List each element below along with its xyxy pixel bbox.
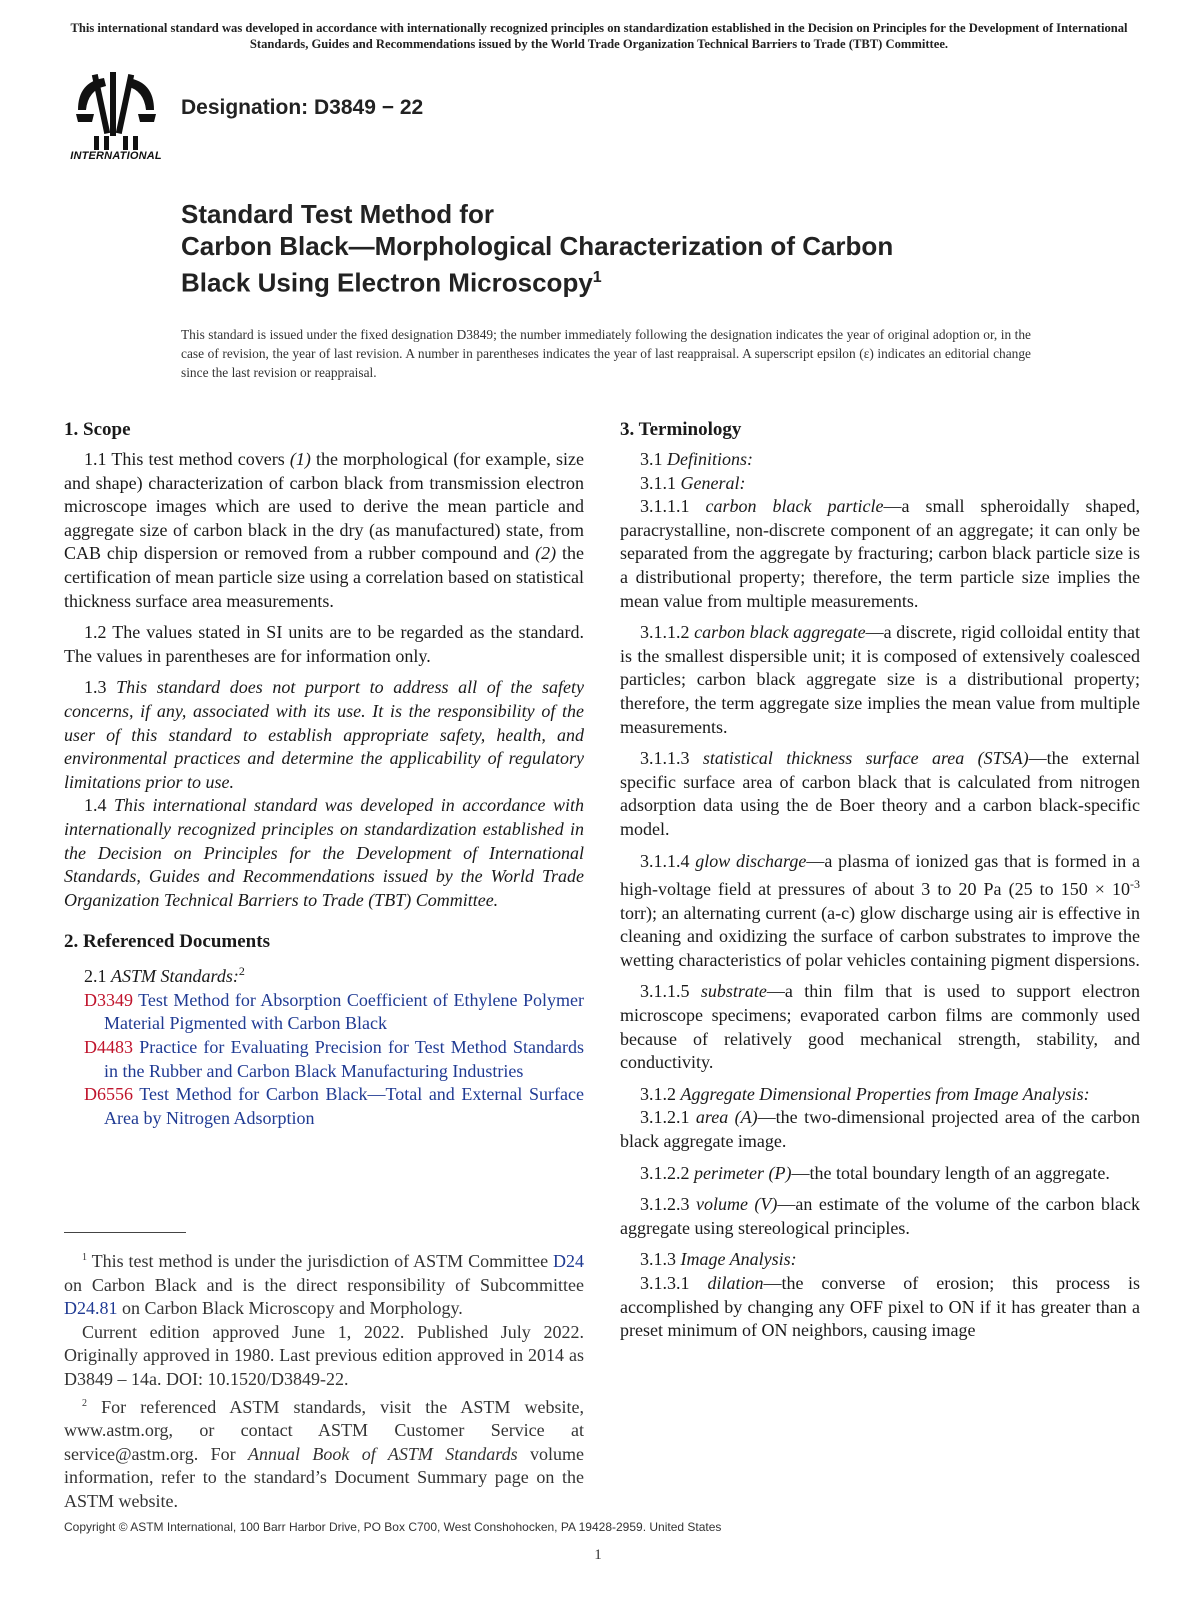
referenced-documents-heading: 2. Referenced Documents	[64, 931, 270, 953]
reference-d6556[interactable]	[84, 1083, 584, 1130]
def-3-1-2-2: 3.1.2.2 perimeter (P)—the total boundary length of an aggregate.	[640, 1162, 1110, 1183]
page-number: 1	[594, 1547, 602, 1563]
right-column	[620, 418, 1140, 1351]
astm-international-logo	[64, 70, 168, 166]
document-title	[181, 198, 1081, 299]
ref-title-link[interactable]: Test Method for Absorption Coefficient of Ethylene Polymer Material Pigmented with Carbon Black	[104, 989, 584, 1034]
def-3-1-1-4: 3.1.1.4 glow discharge—a plasma of ionized gas that is formed in a high-voltage field at pressures of about 3 to 20 Pa (25 to $150 \times 10^{-3}$ torr); an alternating current (a-c) glow discharge using air is effective in cleaning and oxidizing the surface of carbon substrates to improve the wetting characteristics of polar vehicles containing pigment dispersions.	[620, 850, 1140, 970]
copyright-notice: Copyright © ASTM International, 100 Barr Harbor Drive, PO Box C700, West Conshohocken, PA 19428-2959. United States	[64, 1520, 722, 1534]
footnote-1-edition: Current edition approved June 1, 2022. Published July 2022. Originally approved in 1980. Last previous edition approved in 2014 as D3849 – 14a. DOI: 10.1520/D3849-22.	[64, 1321, 584, 1389]
def-3-1-3: 3.1.3 Image Analysis:	[640, 1249, 797, 1270]
para-1-2: 1.2 The values stated in SI units are to be regarded as the standard. The values in parentheses are for information only.	[64, 622, 584, 666]
def-3-1-1-5: 3.1.1.5 substrate—a thin film that is used to support electron microscope specimens; evaporated carbon films are commonly used because of relatively good mechanical strength, stability, and conductivity.	[620, 981, 1141, 1073]
ref-code-link[interactable]: D6556	[84, 1084, 133, 1105]
title-line-3: Black Using Electron Microscopy$^1$	[181, 267, 602, 298]
footnotes	[64, 1246, 584, 1514]
committee-d24-link[interactable]: D24	[553, 1251, 584, 1271]
def-3-1-1-2: 3.1.1.2 carbon black aggregate—a discrete, rigid colloidal entity that is the smallest dispersible unit; it is composed of extensively coalesced particles; carbon black aggregate size is a distributional property; therefore, the term aggregate size implies the mean value from multiple measurements.	[620, 622, 1141, 737]
left-column	[64, 418, 584, 1130]
ref-code-link[interactable]: D4483	[84, 1037, 133, 1058]
para-2-1: 2.1 ASTM Standards:$^2$	[84, 964, 245, 987]
def-3-1: 3.1 Definitions:	[640, 449, 753, 469]
footnote-1: $^1$ This test method is under the jurisdiction of ASTM Committee D24 on Carbon Black and is the direct responsibility of Subcommittee D24.81 on Carbon Black Microscopy and Morphology.	[64, 1251, 584, 1319]
title-line-1: Standard Test Method for	[181, 199, 494, 229]
top-notice: This international standard was developed in accordance with internationally recognized principles on standardization established in the Decision on Principles for the Development of International Standards, Guides and Recommendations issued by the World Trade Organization Technical Barriers to Trade (TBT) Committee.	[70, 21, 1128, 51]
def-3-1-1-3: 3.1.1.3 statistical thickness surface area (STSA)—the external specific surface area of carbon black that is calculated from nitrogen adsorption data using the de Boer theory and a carbon black-specific model.	[620, 748, 1140, 839]
issue-note: This standard is issued under the fixed designation D3849; the number immediately following the designation indicates the year of original adoption or, in the case of revision, the year of last revision. A number in parentheses indicates the year of last reappraisal. A superscript epsilon (ε) indicates an editorial change since the last revision or reappraisal.	[181, 327, 1031, 380]
def-3-1-2-1: 3.1.2.1 area (A)—the two-dimensional projected area of the carbon black aggregate image.	[620, 1107, 1141, 1152]
title-footnote-ref: 1	[592, 269, 602, 286]
para-1-1: 1.1 This test method covers (1) the morphological (for example, size and shape) characterization of carbon black from transmission electron microscope images which are used to derive the mean particle and aggregate size of carbon black in the dry (as manufactured) state, from CAB chip dispersion or removed from a rubber compound and (2) the certification of mean particle size using a correlation based on statistical thickness surface area measurements.	[64, 449, 585, 611]
reference-d4483[interactable]	[84, 1036, 584, 1083]
def-3-1-1: 3.1.1 General:	[640, 472, 746, 493]
def-3-1-2: 3.1.2 Aggregate Dimensional Properties from Image Analysis:	[640, 1083, 1090, 1104]
ref-code-link[interactable]: D3349	[84, 989, 133, 1010]
reference-d3349[interactable]	[84, 989, 584, 1036]
terminology-heading: 3. Terminology	[620, 419, 742, 440]
def-3-1-3-1: 3.1.3.1 dilation—the converse of erosion; this process is accomplished by changing any OFF pixel to ON if it has greater than a preset minimum of ON neighbors, causing image	[620, 1273, 1141, 1341]
scope-heading: 1. Scope	[64, 419, 131, 440]
def-3-1-1-1: 3.1.1.1 carbon black particle—a small spheroidally shaped, paracrystalline, non-discrete component of an aggregate; it can only be separated from the aggregate by fracturing; carbon black particle size is a distributional property; therefore, the term particle size implies the mean value from multiple measurements.	[620, 496, 1141, 611]
para-1-3: 1.3 This standard does not purport to address all of the safety concerns, if any, associated with its use. It is the responsibility of the user of this standard to establish appropriate safety, health, and environmental practices and determine the applicability of regulatory limitations prior to use.	[64, 677, 584, 792]
designation: Designation: D3849 − 22	[181, 96, 424, 119]
title-line-2: Carbon Black—Morphological Characterization of Carbon	[181, 231, 894, 261]
footnote-2: $^2$ For referenced ASTM standards, visit the ASTM website, www.astm.org, or contact ASTM Customer Service at service@astm.org. For Annual Book of ASTM Standards volume information, refer to the standard’s Document Summary page on the ASTM website.	[64, 1396, 584, 1511]
footnote-divider	[64, 1232, 186, 1233]
para-1-4: 1.4 This international standard was developed in accordance with internationally recognized principles on standardization established in the Decision on Principles for the Development of International Standards, Guides and Recommendations issued by the World Trade Organization Technical Barriers to Trade (TBT) Committee.	[64, 795, 584, 910]
subcommittee-d2481-link[interactable]: D24.81	[64, 1298, 118, 1319]
ref-title-link[interactable]: Practice for Evaluating Precision for Test Method Standards in the Rubber and Carbon Black Manufacturing Industries	[104, 1037, 584, 1081]
logo-text: INTERNATIONAL	[70, 150, 162, 162]
ref-title-link[interactable]: Test Method for Carbon Black—Total and External Surface Area by Nitrogen Adsorption	[104, 1084, 584, 1128]
def-3-1-2-3: 3.1.2.3 volume (V)—an estimate of the volume of the carbon black aggregate using stereological principles.	[620, 1194, 1140, 1238]
